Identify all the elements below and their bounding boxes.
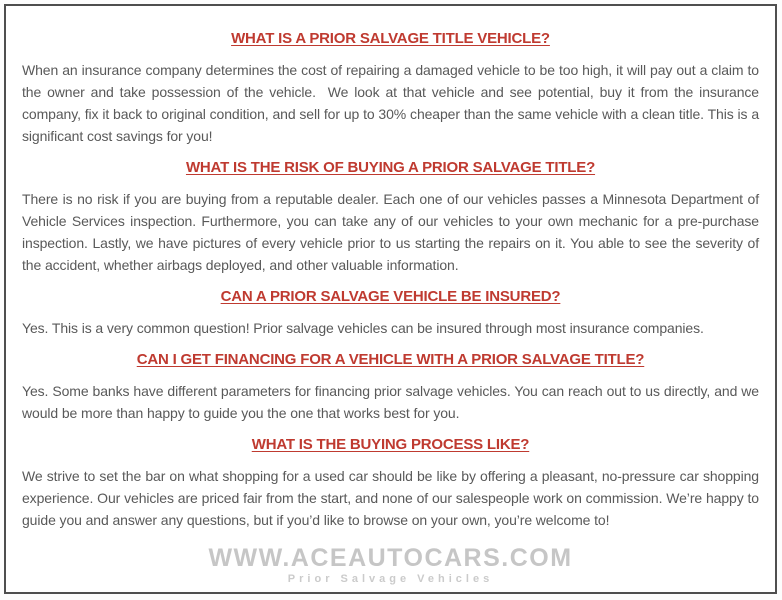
footer-tagline: Prior Salvage Vehicles [287, 573, 494, 585]
faq-answer-4: Yes. Some banks have different parameters for financing prior salvage vehicles. You can reach out to us directly, and we would be more than happy to guide you the one that works best for you. [22, 383, 759, 421]
faq-item-3 [22, 288, 759, 339]
faq-question-3: CAN A PRIOR SALVAGE VEHICLE BE INSURED? [220, 288, 561, 305]
faq-answer-2: There is no risk if you are buying from a reputable dealer. Each one of our vehicles passes a Minnesota Department of Vehicle Services inspection. Furthermore, you can take any of our vehicles to your own mechanic for a pre-purchase inspection. Lastly, we have pictures of every vehicle prior to us starting the repairs on it. You able to see the severity of the accident, whether airbags deployed, and other valuable information. [22, 191, 759, 273]
website-watermark: WWW.ACEAUTOCARS.COM [208, 544, 573, 572]
faq-question-5: WHAT IS THE BUYING PROCESS LIKE? [251, 436, 530, 453]
faq-question-4: CAN I GET FINANCING FOR A VEHICLE WITH A PRIOR SALVAGE TITLE? [136, 351, 645, 368]
faq-item-2 [22, 159, 759, 276]
faq-question-1: WHAT IS A PRIOR SALVAGE TITLE VEHICLE? [231, 30, 550, 47]
footer-branding [22, 545, 759, 586]
faq-item-1 [22, 30, 759, 147]
faq-answer-5: We strive to set the bar on what shopping for a used car should be like by offering a pleasant, no-pressure car shopping experience. Our vehicles are priced fair from the start, and none of our salespeople work on commission. We’re happy to guide you and answer any questions, but if you’d like to browse on your own, you’re welcome to! [22, 468, 759, 528]
faq-answer-1: When an insurance company determines the cost of repairing a damaged vehicle to be too high, it will pay out a claim to the owner and take possession of the vehicle. We look at that vehicle and see potential, buy it from the insurance company, fix it back to original condition, and sell for up to 30% cheaper than the same vehicle with a clean title. This is a significant cost savings for you! [22, 62, 759, 144]
faq-question-2: WHAT IS THE RISK OF BUYING A PRIOR SALVAGE TITLE? [185, 159, 596, 176]
faq-answer-3: Yes. This is a very common question! Prior salvage vehicles can be insured through most insurance companies. [22, 320, 704, 336]
flyer-sheet-border [4, 4, 777, 594]
faq-item-5 [22, 436, 759, 531]
faq-item-4 [22, 351, 759, 424]
